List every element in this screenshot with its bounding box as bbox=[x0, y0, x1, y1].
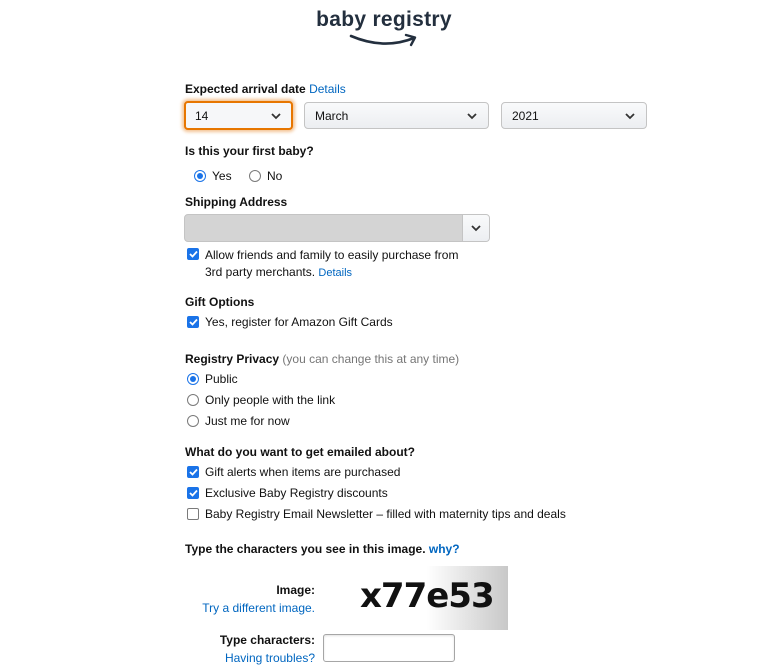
privacy-label: Registry Privacy bbox=[185, 352, 280, 366]
captcha-different-image-link[interactable]: Try a different image. bbox=[202, 601, 315, 615]
shipping-address-select[interactable] bbox=[184, 214, 490, 242]
chevron-down-icon bbox=[270, 112, 282, 120]
radio-unselected-icon bbox=[187, 415, 199, 427]
gift-options-label: Gift Options bbox=[185, 295, 255, 309]
checkbox-checked-icon bbox=[187, 248, 199, 260]
first-baby-no-radio[interactable] bbox=[249, 169, 282, 183]
logo-text: baby registry bbox=[316, 8, 452, 31]
email-discounts-label: Exclusive Baby Registry discounts bbox=[205, 486, 388, 500]
registry-logo bbox=[0, 8, 768, 32]
chevron-down-icon bbox=[466, 112, 478, 120]
month-select-value: March bbox=[315, 108, 349, 123]
email-newsletter-checkbox[interactable] bbox=[187, 507, 566, 521]
chevron-down-icon bbox=[624, 112, 636, 120]
first-baby-yes-label: Yes bbox=[212, 169, 232, 183]
checkbox-unchecked-icon bbox=[187, 508, 199, 520]
captcha-input[interactable] bbox=[323, 634, 455, 662]
checkbox-checked-icon bbox=[187, 316, 199, 328]
privacy-label-row bbox=[185, 352, 459, 366]
shipping-dropdown-button[interactable] bbox=[462, 215, 489, 241]
email-gift-alerts-label: Gift alerts when items are purchased bbox=[205, 465, 401, 479]
allow-details-link[interactable]: Details bbox=[318, 267, 353, 279]
email-newsletter-label: Baby Registry Email Newsletter – filled with maternity tips and deals bbox=[205, 507, 566, 521]
first-baby-label: Is this your first baby? bbox=[185, 144, 314, 158]
gift-cards-label: Yes, register for Amazon Gift Cards bbox=[205, 315, 393, 329]
email-gift-alerts-checkbox[interactable] bbox=[187, 465, 400, 479]
radio-selected-icon bbox=[187, 373, 199, 385]
allow-third-party-checkbox[interactable] bbox=[187, 247, 458, 282]
allow-third-party-line1: Allow friends and family to easily purchase from bbox=[205, 248, 459, 262]
checkbox-checked-icon bbox=[187, 487, 199, 499]
smile-arrow-icon bbox=[348, 32, 420, 48]
gift-cards-checkbox[interactable] bbox=[187, 315, 393, 329]
captcha-prompt: Type the characters you see in this image. bbox=[185, 542, 426, 556]
shipping-address-label: Shipping Address bbox=[185, 195, 288, 209]
checkbox-checked-icon bbox=[187, 466, 199, 478]
privacy-just-me-radio[interactable] bbox=[187, 414, 290, 428]
chevron-down-icon bbox=[470, 224, 482, 232]
year-select[interactable] bbox=[501, 102, 647, 129]
allow-third-party-line2: 3rd party merchants. bbox=[205, 265, 316, 279]
allow-third-party-text bbox=[205, 247, 458, 282]
year-select-value: 2021 bbox=[512, 108, 539, 123]
day-select[interactable] bbox=[184, 101, 293, 130]
captcha-characters: x77e53 bbox=[360, 576, 494, 616]
captcha-troubles-link[interactable]: Having troubles? bbox=[224, 651, 315, 665]
captcha-image-label: Image: bbox=[276, 583, 315, 597]
first-baby-yes-radio[interactable] bbox=[194, 169, 232, 183]
email-discounts-checkbox[interactable] bbox=[187, 486, 388, 500]
privacy-link-only-radio[interactable] bbox=[187, 393, 335, 407]
day-select-value: 14 bbox=[195, 108, 209, 123]
captcha-why-link[interactable]: why? bbox=[428, 542, 460, 556]
month-select[interactable] bbox=[304, 102, 489, 129]
captcha-type-label: Type characters: bbox=[219, 633, 315, 647]
emails-label: What do you want to get emailed about? bbox=[185, 445, 415, 459]
arrival-details-link[interactable]: Details bbox=[309, 82, 346, 96]
arrival-date-label: Expected arrival date bbox=[185, 82, 306, 96]
radio-unselected-icon bbox=[249, 170, 261, 182]
privacy-note: (you can change this at any time) bbox=[282, 352, 460, 366]
radio-selected-icon bbox=[194, 170, 206, 182]
captcha-prompt-row bbox=[185, 542, 460, 556]
first-baby-no-label: No bbox=[267, 169, 283, 183]
arrival-date-label-row bbox=[185, 82, 346, 96]
privacy-just-me-label: Just me for now bbox=[205, 414, 290, 428]
captcha-image bbox=[360, 566, 508, 630]
privacy-public-label: Public bbox=[205, 372, 238, 386]
radio-unselected-icon bbox=[187, 394, 199, 406]
privacy-link-only-label: Only people with the link bbox=[205, 393, 336, 407]
privacy-public-radio[interactable] bbox=[187, 372, 238, 386]
